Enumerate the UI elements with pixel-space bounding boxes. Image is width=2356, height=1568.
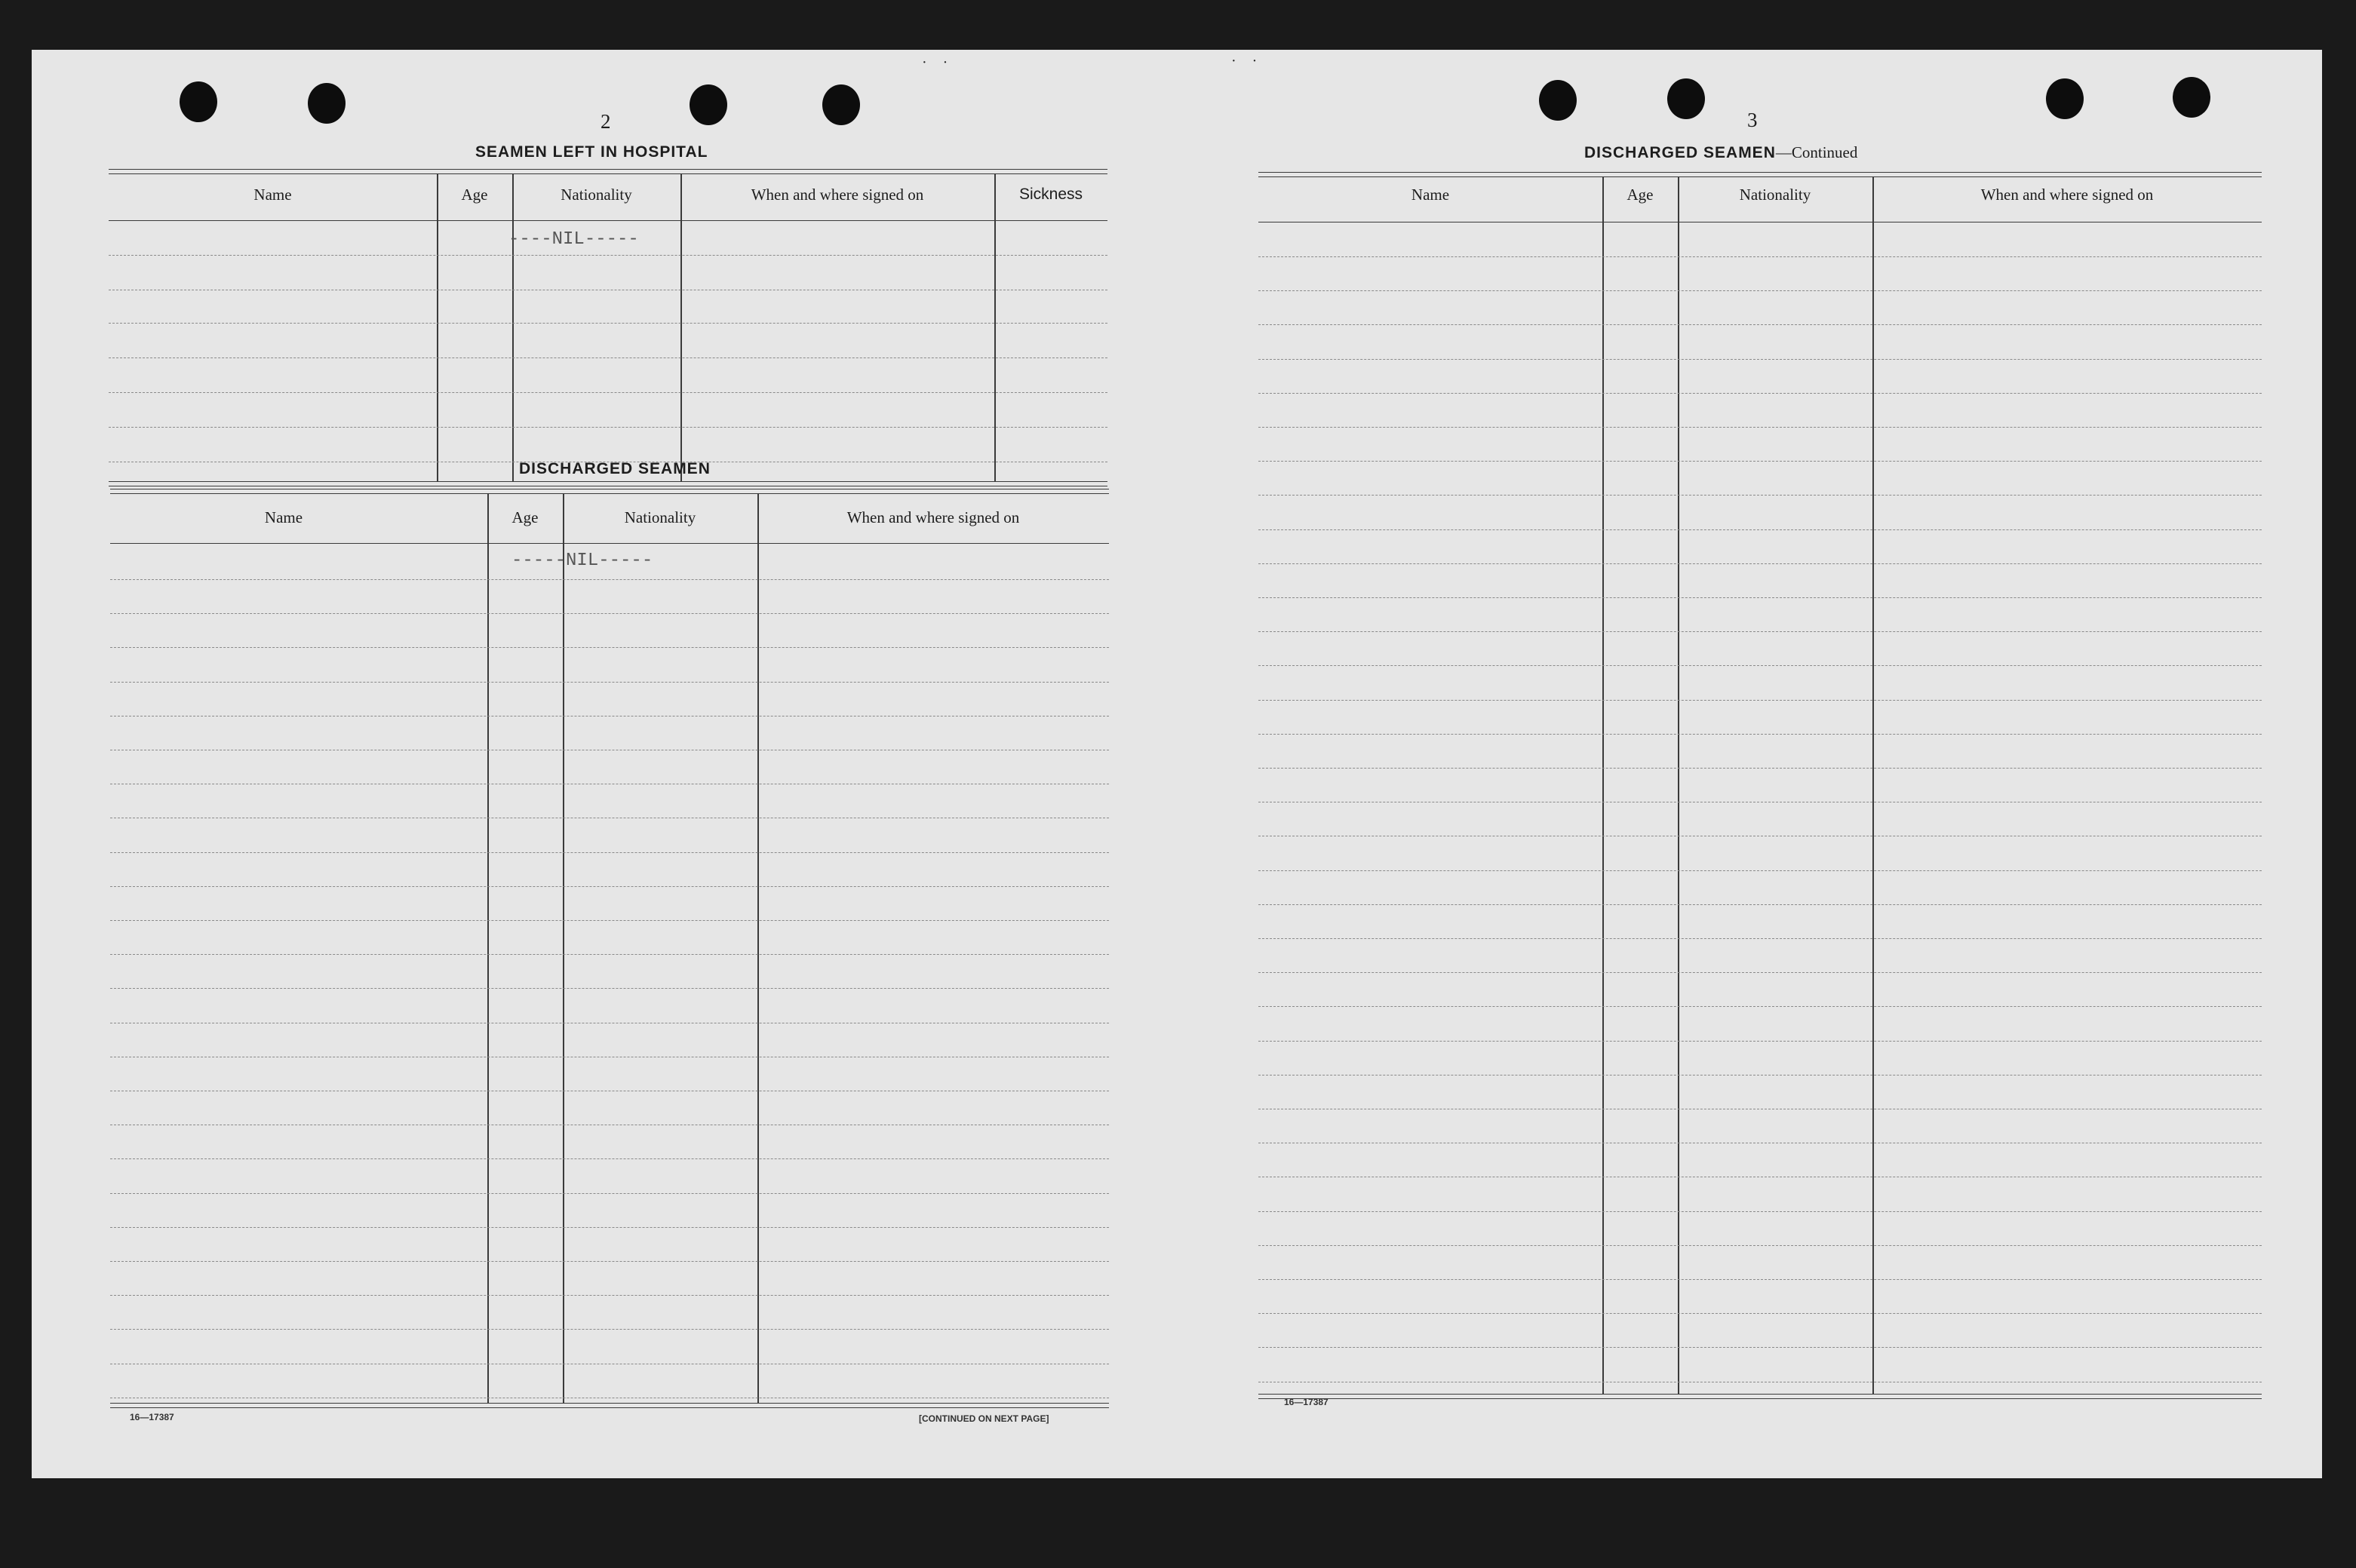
punch-hole bbox=[1667, 78, 1705, 119]
table-row bbox=[1258, 290, 2262, 291]
header-rule bbox=[109, 220, 1107, 221]
form-number-left: 16—17387 bbox=[130, 1412, 174, 1422]
title-suffix: —Continued bbox=[1775, 143, 1858, 161]
table-bottom-rule bbox=[110, 1403, 1109, 1408]
punch-hole bbox=[2173, 77, 2210, 118]
table-row bbox=[110, 1158, 1109, 1159]
table-row bbox=[1258, 665, 2262, 666]
title-main: DISCHARGED SEAMEN bbox=[1584, 144, 1776, 161]
nil-entry: ----NIL----- bbox=[508, 229, 639, 250]
col-header-age: Age bbox=[461, 186, 488, 204]
table-row bbox=[1258, 972, 2262, 973]
col-header-nationality: Nationality bbox=[1739, 186, 1811, 204]
header-rule bbox=[110, 543, 1109, 544]
table-row bbox=[110, 613, 1109, 614]
page-number-left: 2 bbox=[601, 110, 611, 133]
table-row bbox=[110, 682, 1109, 683]
ledger-sheet bbox=[32, 50, 2322, 1478]
table-row bbox=[1258, 938, 2262, 939]
table-row bbox=[109, 357, 1107, 358]
table-row bbox=[110, 1261, 1109, 1262]
table-top-rule bbox=[1258, 172, 2262, 177]
table-row bbox=[110, 988, 1109, 989]
table-row bbox=[1258, 1006, 2262, 1007]
col-header-name: Name bbox=[253, 186, 292, 204]
table-row bbox=[1258, 1075, 2262, 1076]
hospital-table bbox=[109, 169, 1107, 489]
discharged-section-title: DISCHARGED SEAMEN bbox=[519, 460, 711, 477]
column-divider bbox=[437, 173, 438, 481]
punch-hole bbox=[308, 83, 346, 124]
column-divider bbox=[757, 493, 759, 1403]
punch-hole bbox=[822, 84, 860, 125]
table-row bbox=[1258, 597, 2262, 598]
table-row bbox=[1258, 324, 2262, 325]
table-row bbox=[109, 255, 1107, 256]
table-row bbox=[1258, 427, 2262, 428]
column-divider bbox=[563, 493, 564, 1403]
table-top-rule bbox=[109, 169, 1107, 174]
col-header-name: Name bbox=[264, 508, 303, 526]
table-row bbox=[1258, 1313, 2262, 1314]
punch-hole bbox=[180, 81, 217, 122]
discharged-table bbox=[110, 489, 1109, 1410]
discharged-continued-title bbox=[1584, 143, 1857, 162]
table-row bbox=[110, 886, 1109, 887]
table-row bbox=[1258, 461, 2262, 462]
table-row bbox=[1258, 1245, 2262, 1246]
table-row bbox=[1258, 631, 2262, 632]
col-header-nationality: Nationality bbox=[561, 186, 632, 204]
col-header-signed-on: When and where signed on bbox=[846, 508, 1020, 526]
column-divider bbox=[487, 493, 489, 1403]
table-row bbox=[110, 579, 1109, 580]
column-divider bbox=[680, 173, 682, 481]
table-row bbox=[110, 1227, 1109, 1228]
table-row bbox=[1258, 700, 2262, 701]
table-row bbox=[110, 852, 1109, 853]
continued-note: [CONTINUED ON NEXT PAGE] bbox=[919, 1413, 1049, 1424]
table-row bbox=[110, 647, 1109, 648]
punch-hole bbox=[690, 84, 727, 125]
page-number-right: 3 bbox=[1747, 109, 1758, 131]
column-divider bbox=[994, 173, 996, 481]
table-row bbox=[1258, 359, 2262, 360]
table-top-rule bbox=[110, 489, 1109, 494]
col-header-nationality: Nationality bbox=[624, 508, 696, 526]
table-row bbox=[110, 1295, 1109, 1296]
table-row bbox=[1258, 768, 2262, 769]
discharged-continued-table bbox=[1258, 172, 2262, 1401]
table-row bbox=[110, 954, 1109, 955]
table-row bbox=[110, 1329, 1109, 1330]
paper-specks: · · bbox=[922, 54, 954, 71]
table-row bbox=[1258, 563, 2262, 564]
paper-specks: · · bbox=[1231, 53, 1264, 69]
table-bottom-rule bbox=[1258, 1394, 2262, 1399]
table-row bbox=[110, 1193, 1109, 1194]
table-row bbox=[1258, 495, 2262, 496]
hospital-section-title: SEAMEN LEFT IN HOSPITAL bbox=[475, 143, 708, 161]
col-header-signed-on: When and where signed on bbox=[1980, 186, 2154, 204]
table-bottom-rule bbox=[109, 481, 1107, 486]
punch-hole bbox=[2046, 78, 2084, 119]
table-row bbox=[1258, 1041, 2262, 1042]
table-row bbox=[1258, 393, 2262, 394]
table-row bbox=[1258, 1279, 2262, 1280]
form-number-right: 16—17387 bbox=[1284, 1397, 1329, 1407]
table-row bbox=[109, 323, 1107, 324]
punch-hole bbox=[1539, 80, 1577, 121]
table-row bbox=[1258, 870, 2262, 871]
table-row bbox=[1258, 529, 2262, 530]
col-header-sickness: Sickness bbox=[1018, 186, 1083, 203]
nil-entry: -----NIL----- bbox=[511, 551, 653, 571]
col-header-age: Age bbox=[1626, 186, 1654, 204]
table-row bbox=[1258, 1211, 2262, 1212]
col-header-name: Name bbox=[1411, 186, 1450, 204]
col-header-signed-on: When and where signed on bbox=[751, 186, 924, 204]
table-row bbox=[1258, 734, 2262, 735]
table-row bbox=[1258, 256, 2262, 257]
table-row bbox=[110, 920, 1109, 921]
column-divider bbox=[512, 173, 514, 481]
table-row bbox=[109, 427, 1107, 428]
table-row bbox=[1258, 904, 2262, 905]
table-row bbox=[109, 392, 1107, 393]
col-header-age: Age bbox=[511, 508, 539, 526]
table-row bbox=[1258, 1347, 2262, 1348]
